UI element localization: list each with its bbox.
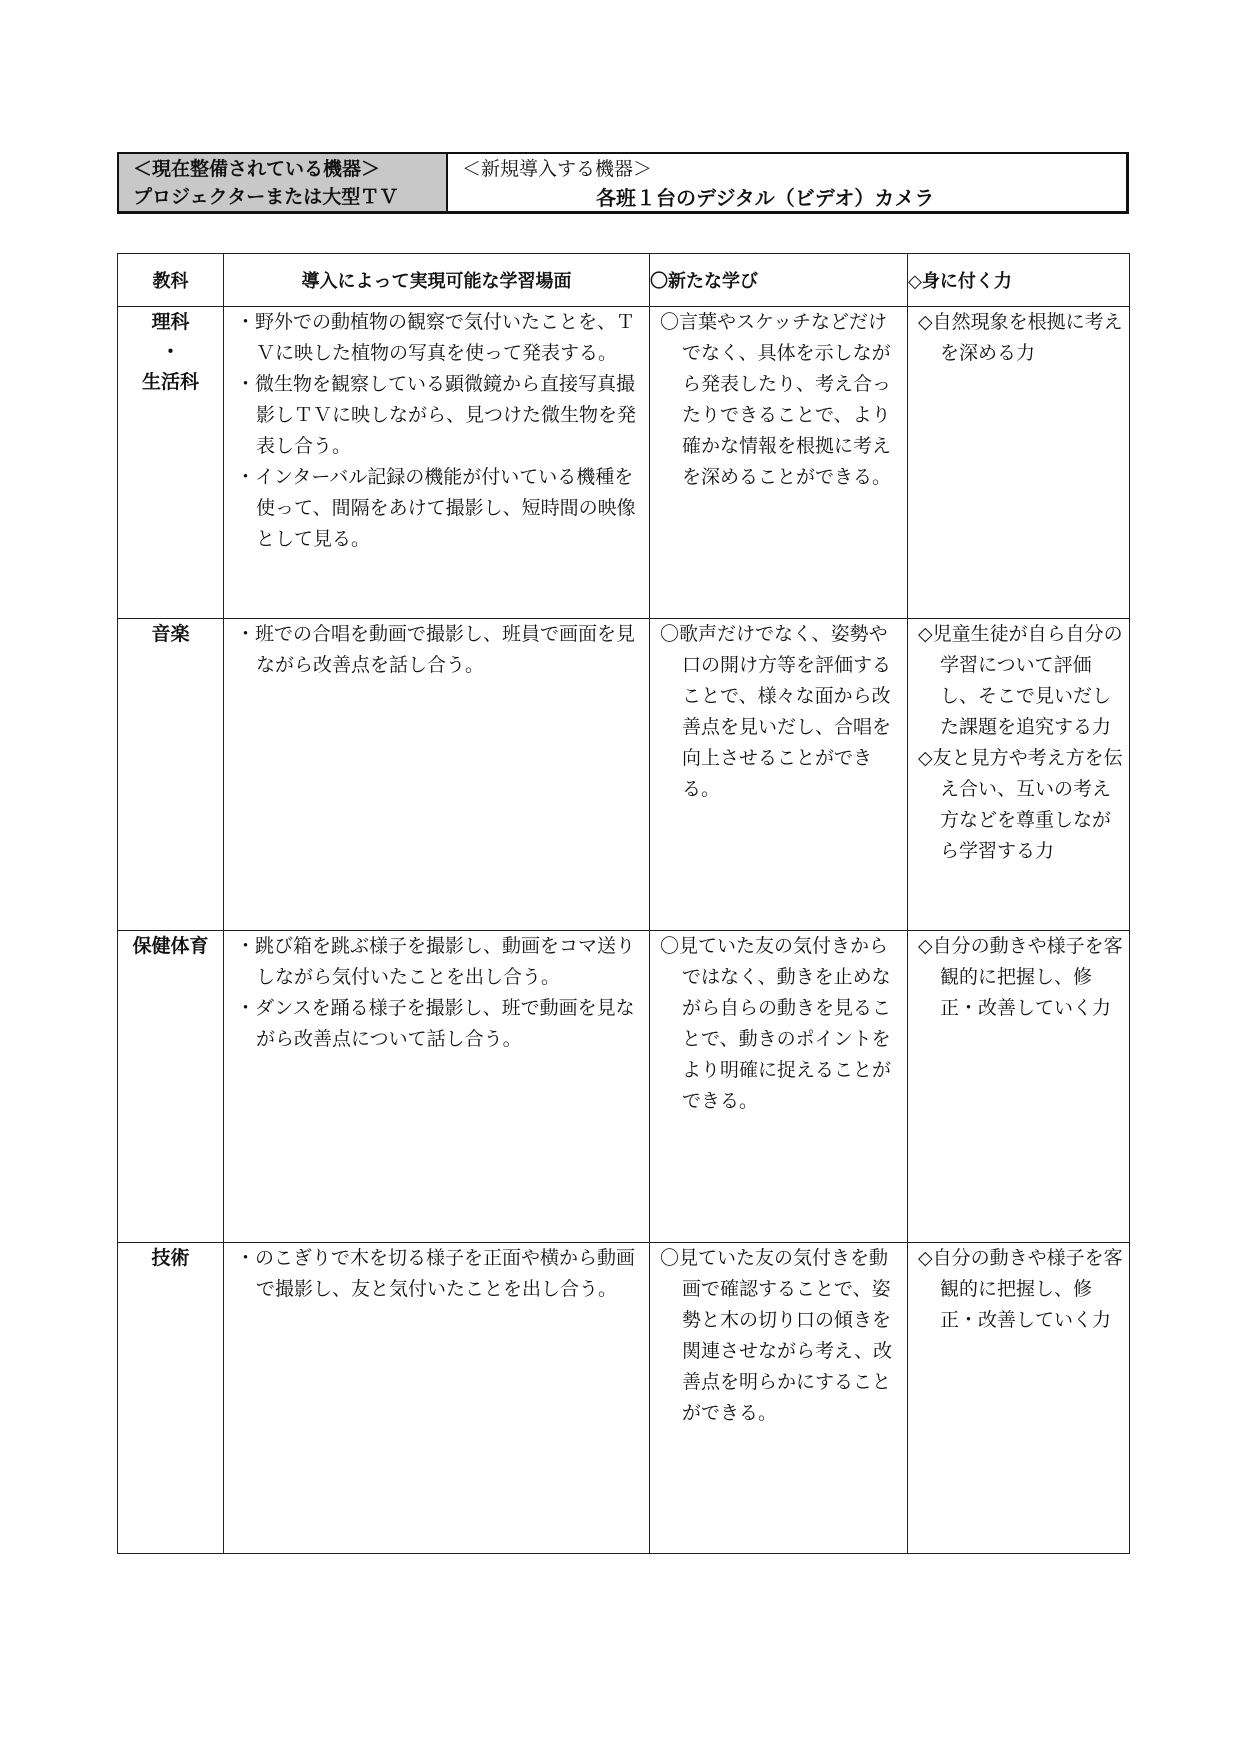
scene-item: ・班での合唱を動画で撮影し、班員で画面を見ながら改善点を話し合う。 (236, 623, 636, 676)
skill-item: ◇自分の動きや様子を客観的に把握し、修正・改善していく力 (918, 935, 1123, 1019)
skill-item: ◇自然現象を根拠に考えを深める力 (918, 311, 1123, 364)
equipment-header-box (117, 152, 1129, 214)
skills-cell (908, 619, 1130, 931)
subject-separator: ・ (160, 341, 180, 363)
scene-item: ・インターバル記録の機能が付いている機種を使って、間隔をあけて撮影し、短時間の映像として見る。 (236, 466, 636, 550)
subject-cell (118, 931, 224, 1243)
table-row (118, 931, 1130, 1243)
new-learning-item: 〇歌声だけでなく、姿勢や口の開け方等を評価することで、様々な面から改善点を見いだし、合唱を向上させることができる。 (660, 623, 892, 800)
subject-name: 理科 (151, 311, 190, 333)
learning-scenes-table (117, 253, 1130, 1554)
column-header-new-learning: 〇新たな学び (650, 254, 908, 307)
subject-name: 生活科 (141, 371, 199, 393)
subject-cell (118, 619, 224, 931)
subject-name: 音楽 (151, 623, 190, 645)
scene-cell (224, 1243, 650, 1554)
column-header-subject: 教科 (118, 254, 224, 307)
new-learning-cell (650, 307, 908, 619)
subject-name: 保健体育 (132, 935, 209, 957)
current-equipment-cell (119, 154, 448, 211)
scene-cell (224, 931, 650, 1243)
skills-cell (908, 307, 1130, 619)
current-equipment-device: プロジェクターまたは大型ＴＶ (133, 186, 399, 208)
table-row (118, 619, 1130, 931)
scene-item: ・跳び箱を跳ぶ様子を撮影し、動画をコマ送りしながら気付いたことを出し合う。 (236, 935, 636, 988)
scene-cell (224, 619, 650, 931)
table-row (118, 1243, 1130, 1554)
new-learning-cell (650, 1243, 908, 1554)
skill-item: ◇友と見方や考え方を伝え合い、互いの考え方などを尊重しながら学習する力 (918, 747, 1123, 862)
scene-item: ・ダンスを踊る様子を撮影し、班で動画を見ながら改善点について話し合う。 (236, 997, 635, 1050)
scene-item: ・のこぎりで木を切る様子を正面や横から動画で撮影し、友と気付いたことを出し合う。 (236, 1247, 636, 1300)
new-learning-cell (650, 931, 908, 1243)
new-equipment-label: ＜新規導入する機器＞ (462, 158, 653, 180)
new-learning-item: 〇言葉やスケッチなどだけでなく、具体を示しながら発表したり、考え合ったりできることで、より確かな情報を根拠に考えを深めることができる。 (660, 311, 892, 488)
subject-cell (118, 307, 224, 619)
scene-item: ・野外での動植物の観察で気付いたことを、ＴＶに映した植物の写真を使って発表する。 (236, 311, 636, 364)
new-learning-cell (650, 619, 908, 931)
table-row (118, 307, 1130, 619)
subject-name: 技術 (151, 1247, 190, 1269)
new-learning-item: 〇見ていた友の気付きを動画で確認することで、姿勢と木の切り口の傾きを関連させながら考え、改善点を明らかにすることができる。 (660, 1247, 893, 1424)
column-header-skills: ◇身に付く力 (908, 254, 1130, 307)
column-header-scene: 導入によって実現可能な学習場面 (224, 254, 650, 307)
skills-cell (908, 1243, 1130, 1554)
skill-item: ◇児童生徒が自ら自分の学習について評価し、そこで見いだした課題を追究する力 (918, 623, 1123, 738)
table-header-row (118, 254, 1130, 307)
scene-cell (224, 307, 650, 619)
scene-item: ・微生物を観察している顕微鏡から直接写真撮影しＴＶに映しながら、見つけた微生物を発表し合う。 (236, 373, 637, 457)
new-learning-item: 〇見ていた友の気付きからではなく、動きを止めながら自らの動きを見ることで、動きのポイントをより明確に捉えることができる。 (660, 935, 892, 1112)
current-equipment-label: ＜現在整備されている機器＞ (133, 158, 381, 180)
new-equipment-cell (448, 154, 1126, 211)
subject-cell (118, 1243, 224, 1554)
new-equipment-device: 各班１台のデジタル（ビデオ）カメラ (596, 186, 935, 210)
skill-item: ◇自分の動きや様子を客観的に把握し、修正・改善していく力 (918, 1247, 1123, 1331)
skills-cell (908, 931, 1130, 1243)
